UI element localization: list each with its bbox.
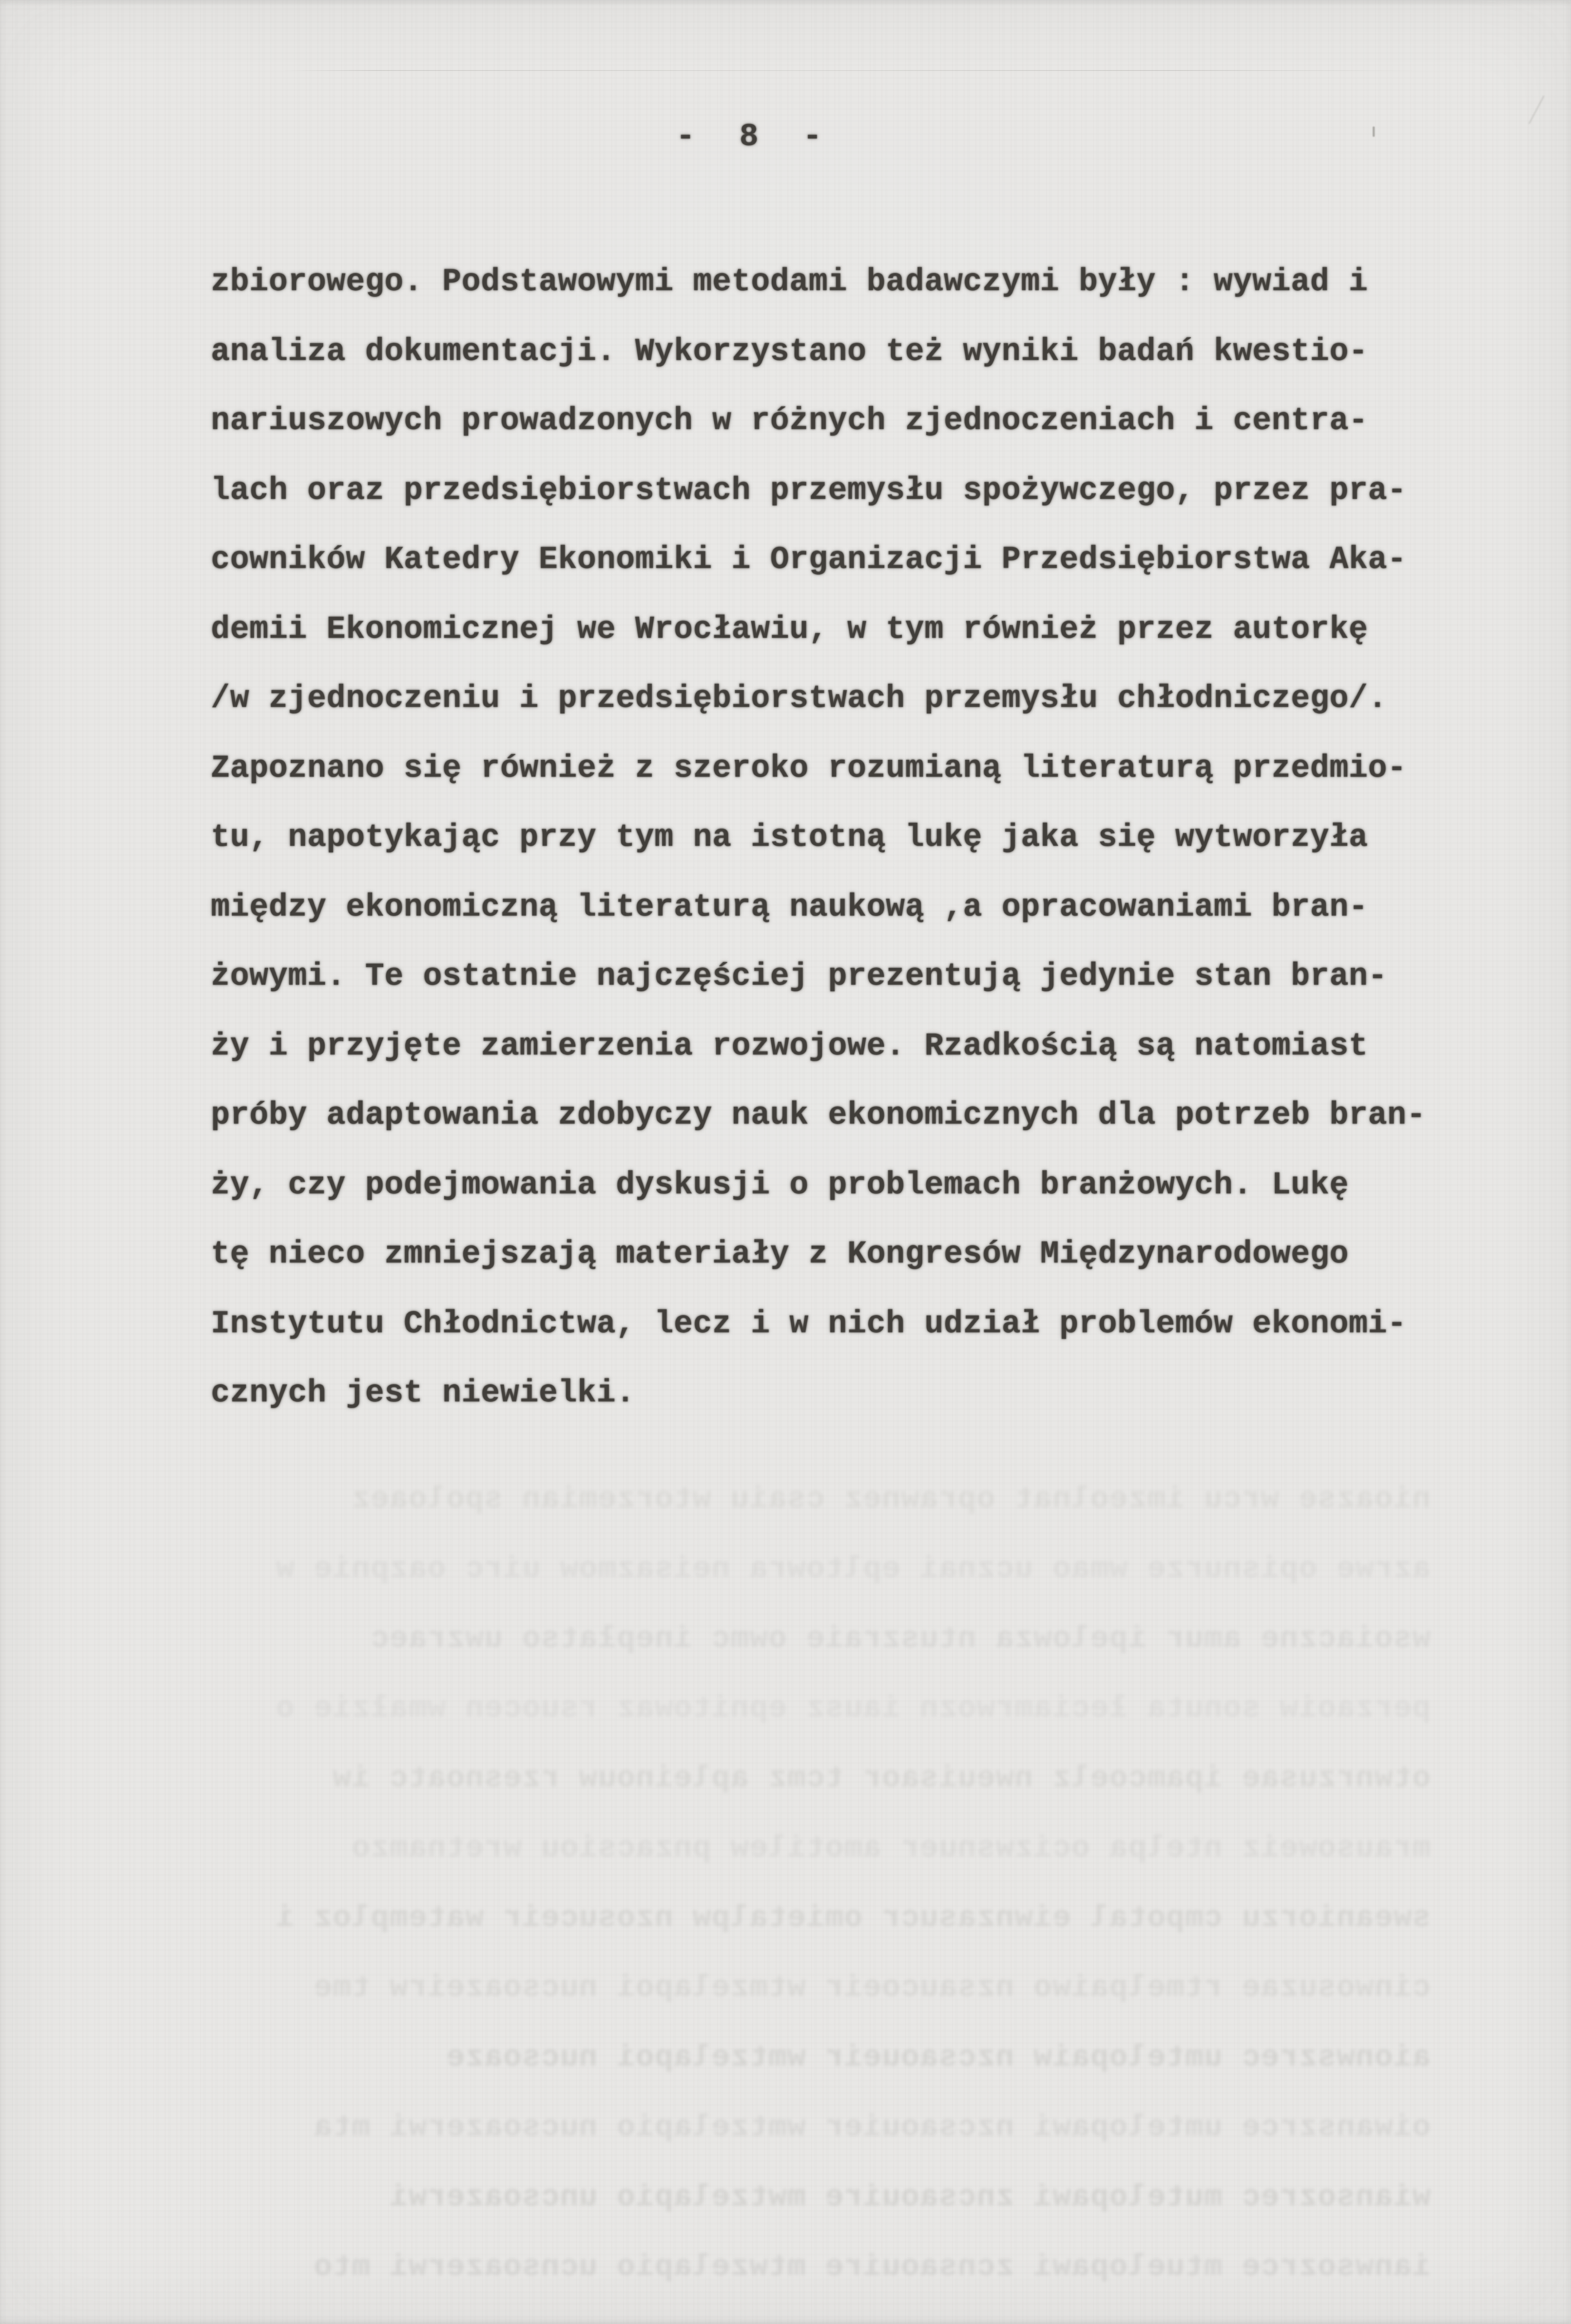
text-line: tu, napotykając przy tym na istotną lukę jaka się wytworzyła bbox=[211, 820, 1368, 856]
text-line: lach oraz przedsiębiorstwach przemysłu spożywczego, przez pra- bbox=[211, 472, 1407, 509]
bleed-line: wsoiaczne amur ipelowza ntuszraie owmc inepłatso uwzraec bbox=[370, 1622, 1431, 1656]
text-line: tę nieco zmniejszają materiały z Kongresów Międzynarodowego bbox=[211, 1236, 1349, 1272]
text-line: /w zjednoczeniu i przedsiębiorstwach przemysłu chłodniczego/. bbox=[211, 681, 1388, 717]
text-line: Instytutu Chłodnictwa, lecz i w nich udział problemów ekonomi- bbox=[211, 1305, 1407, 1342]
bleed-line: aionwszrec umtelopaiw nzcsaoueir wmtzelapoi nucsoaze bbox=[445, 2041, 1431, 2075]
bleed-line: perzaoiw sonuta łeciamrwozn iausz epnitowaz rsuocen wmałzie o bbox=[275, 1692, 1431, 1726]
bleed-line: azrwe opisnurze wmao ucznai epltowra neisazmow uirc oazpnie w bbox=[275, 1552, 1431, 1587]
body-text bbox=[211, 247, 1476, 1428]
bleed-line: nioazse wrcu imzeolnat oprawnez csaiu wtorzemian spoloaez bbox=[350, 1482, 1431, 1517]
text-line: nariuszowych prowadzonych w różnych zjednoczeniach i centra- bbox=[211, 403, 1368, 439]
text-line: ży, czy podejmowania dyskusji o problemach branżowych. Lukę bbox=[211, 1166, 1349, 1203]
dust-speck bbox=[1528, 95, 1544, 124]
text-line: zbiorowego. Podstawowymi metodami badawczymi były : wywiad i bbox=[211, 264, 1368, 300]
dust-speck bbox=[1373, 126, 1375, 137]
bleed-line: cinwosuzae rtmelpaiwo nzsaucoeir wtmzelapoi nucsoazeirw tme bbox=[313, 1971, 1431, 2005]
text-line: ży i przyjęte zamierzenia rozwojowe. Rzadkością są natomiast bbox=[211, 1028, 1368, 1064]
bleed-through-text bbox=[128, 1465, 1431, 2303]
text-line: cowników Katedry Ekonomiki i Organizacji Przedsiębiorstwa Aka- bbox=[211, 542, 1407, 578]
text-line: Zapoznano się również z szeroko rozumianą literaturą przedmio- bbox=[211, 750, 1407, 786]
text-line: demii Ekonomicznej we Wrocławiu, w tym również przez autorkę bbox=[211, 611, 1368, 648]
text-line: analiza dokumentacji. Wykorzystano też wyniki badań kwestio- bbox=[211, 333, 1368, 370]
text-line: próby adaptowania zdobyczy nauk ekonomicznych dla potrzeb bran- bbox=[211, 1097, 1426, 1133]
bleed-line: mrausoweiz ntelpa ocizwsnuer amotilew pnzacsiou wretnamzo bbox=[350, 1831, 1431, 1866]
bleed-line: wiansozrec mutelopawi zncsaouire mwtzelapio uncsoazerwi bbox=[388, 2180, 1431, 2215]
bleed-line: sweaniorzu cmpotal eiwnzasucr omietalpw nzosuceir watemploz i bbox=[275, 1901, 1431, 1936]
text-line: między ekonomiczną literaturą naukową ,a opracowaniami bran- bbox=[211, 889, 1368, 925]
page-number: - 8 - bbox=[676, 119, 822, 155]
bleed-line: otwnrzusae ipamcoelz nweuisaor tcmz apleinouw rzesnoatc iw bbox=[332, 1761, 1431, 1796]
scratch-mark bbox=[283, 70, 1417, 71]
bleed-line: ianwsozrce mtuelopawi zcnsaouire mtwzelapio ucnsoazerwi mto bbox=[313, 2250, 1431, 2285]
bleed-line: oiwanszrce umtelopawi nzcsaouier wmtzelapio nucsoazerwi mta bbox=[313, 2110, 1431, 2145]
text-line: żowymi. Te ostatnie najczęściej prezentują jedynie stan bran- bbox=[211, 958, 1388, 994]
text-line: cznych jest niewielki. bbox=[211, 1375, 635, 1411]
